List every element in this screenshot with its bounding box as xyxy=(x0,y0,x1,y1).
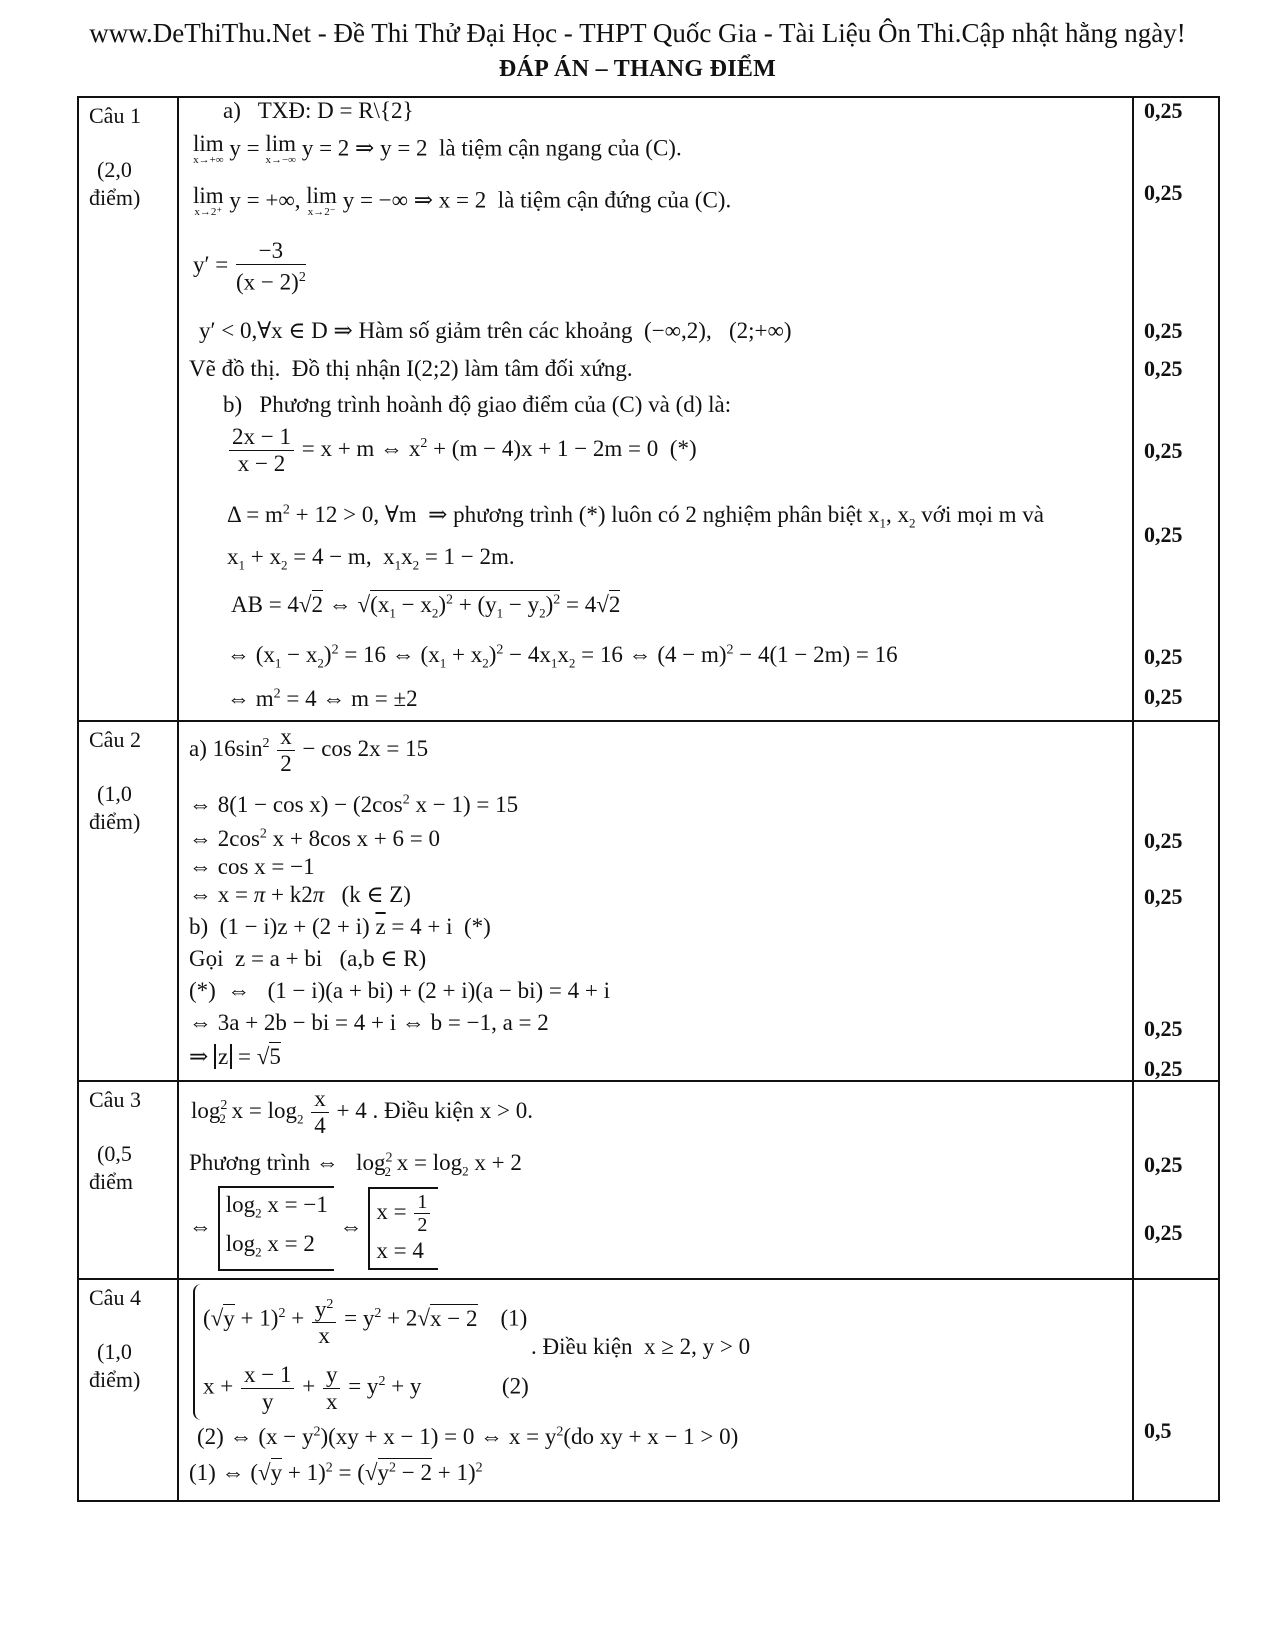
solution-line: ⇔ $8(1 - \cos x) - (2\cos^2$ x − 1) = 15 xyxy=(189,792,519,817)
score-value: 0,25 xyxy=(1144,522,1183,547)
solution-cell xyxy=(178,97,1133,721)
question-points-unit: điểm) xyxy=(89,1367,141,1392)
question-points-unit: điểm) xyxy=(89,185,141,210)
score-value: 0,25 xyxy=(1144,1220,1183,1245)
solution-line: ⇔ $(x_1 - x_2)^2 = 16$ ⇔ $(x_1 + x_2)^2 - 4x_1x_2 = 16$ ⇔ $(4 - m)^2 - 4(1 - 2m) = 16$ xyxy=(227,642,898,671)
solution-line: b) (1 − i)z + (2 + i) $\overline{z} = 4 + i$ (*) xyxy=(189,914,491,939)
solution-line: ⇔ x = π + k2π (k ∈ Z) xyxy=(189,882,411,907)
solution-line: $(√y + 1)^2$ + $\frac{y^2}{x}$ = $y^2 + 2√x - 2$ (1) x + $\frac{x - 1}{y}$ + $\frac{y}{x}$ = $y^2 + y$ (2) xyxy=(193,1284,529,1420)
table-row xyxy=(78,1081,1219,1279)
solution-cell xyxy=(178,1081,1133,1279)
score-value: 0,25 xyxy=(1144,1152,1183,1177)
solution-line: b) Phương trình hoành độ giao điểm của (C) và (d) là: xyxy=(223,392,732,417)
solution-line: (1) ⇔ $(√y + 1)^2 = (√y^2 - 2 + 1)^2$ xyxy=(189,1460,483,1485)
table-row xyxy=(78,97,1219,721)
question-points: (1,0 xyxy=(97,781,132,806)
score-value: 0,25 xyxy=(1144,644,1183,669)
score-value: 0,25 xyxy=(1144,684,1183,709)
solution-line: y′ < 0,∀x ∈ D ⇒ Hàm số giảm trên các khoảng (−∞,2), (2;+∞) xyxy=(199,318,792,343)
solution-cell xyxy=(178,1279,1133,1501)
score-value: 0,25 xyxy=(1144,828,1183,853)
solution-line: y′ = $\frac{-3}{(x - 2)^2}$ xyxy=(193,238,306,295)
solution-line: a) $16\sin^2$ $\frac{x}{2}$ − cos 2x = 15 xyxy=(189,724,429,776)
solution-line: AB = 4√2 ⇔ $√(x_1 - x_2)^2 + (y_1 - y_2)^2 = 4√2$ xyxy=(231,592,621,621)
question-number: Câu 1 xyxy=(89,103,141,128)
solution-cell xyxy=(178,721,1133,1081)
question-points: (2,0 xyxy=(97,157,132,182)
score-value: 0,25 xyxy=(1144,98,1183,123)
table-row xyxy=(78,1279,1219,1501)
score-value: 0,25 xyxy=(1144,180,1183,205)
solution-line: $\frac{2x - 1}{x - 2}$ = x + m ⇔ $x^2 + (m - 4)x + 1 - 2m = 0$ (*) xyxy=(227,424,697,477)
solution-line: Gọi z = a + bi (a,b ∈ R) xyxy=(189,946,427,971)
solution-line: ⇔ cos x = −1 xyxy=(189,854,315,879)
solution-line: ⇔ $m^2 = 4$ ⇔ m = ±2 xyxy=(227,686,418,711)
question-number: Câu 2 xyxy=(89,727,141,752)
question-points: (1,0 xyxy=(97,1339,132,1364)
score-value: 0,25 xyxy=(1144,438,1183,463)
question-label xyxy=(78,97,178,721)
question-number: Câu 4 xyxy=(89,1285,141,1310)
solution-line: Vẽ đồ thị. Đồ thị nhận I(2;2) làm tâm đối xứng. xyxy=(189,356,633,381)
table-row xyxy=(78,721,1219,1081)
solution-line: Phương trình ⇔ $\log^2_2 x = \log_2 x + 2$ xyxy=(189,1150,522,1179)
question-points-unit: điểm xyxy=(89,1169,133,1194)
score-cell xyxy=(1133,97,1219,721)
solution-line: ⇒ z = √5 xyxy=(189,1044,281,1069)
score-value: 0,25 xyxy=(1144,1056,1183,1081)
score-cell xyxy=(1133,1279,1219,1501)
solution-line: ⇔ $2\cos^2$ x + 8cos x + 6 = 0 xyxy=(189,826,440,851)
solution-line: $x_1 + x_2 = 4 - m$, $x_1x_2 = 1 - 2m$. xyxy=(227,544,515,573)
score-value: 0,25 xyxy=(1144,356,1183,381)
solution-line: . Điều kiện x ≥ 2, y > 0 xyxy=(531,1334,751,1359)
question-number: Câu 3 xyxy=(89,1087,141,1112)
solution-line: (*) ⇔ (1 − i)(a + bi) + (2 + i)(a − bi) = 4 + i xyxy=(189,978,611,1003)
solution-line: a) TXĐ: D = R\{2} xyxy=(223,98,414,123)
answer-table xyxy=(77,96,1220,1502)
solution-line: (2) ⇔ $(x - y^2)(xy + x - 1) = 0$ ⇔ $x = y^2(do$ xy + x − 1 > 0) xyxy=(197,1424,739,1449)
solution-line: ⇔ 3a + 2b − bi = 4 + i ⇔ b = −1, a = 2 xyxy=(189,1010,549,1035)
solution-line: ⇔ $\log_2 x = -1$ $\log_2 x = 2$ ⇔ x = $\frac{1}{2}$ x = 4 xyxy=(189,1186,438,1271)
score-value: 0,25 xyxy=(1144,884,1183,909)
score-value: 0,5 xyxy=(1144,1418,1172,1443)
solution-line: lim x→2⁺ y = +∞, lim x→2⁻ y = −∞ ⇒ x = 2 là tiệm cận đứng của (C). xyxy=(193,183,732,218)
question-points-unit: điểm) xyxy=(89,809,141,834)
question-label xyxy=(78,721,178,1081)
solution-line: $\log^2_2 x = \log_2$ $\frac{x}{4}$ + 4 . Điều kiện x > 0. xyxy=(191,1086,534,1138)
question-label xyxy=(78,1279,178,1501)
question-label xyxy=(78,1081,178,1279)
score-value: 0,25 xyxy=(1144,318,1183,343)
question-points: (0,5 xyxy=(97,1141,132,1166)
score-cell xyxy=(1133,721,1219,1081)
solution-line: $\Delta = m^2 + 12 > 0$, ∀m ⇒ phương trình (*) luôn có 2 nghiệm phân biệt $x_1$, $x_2$ với mọi m và xyxy=(227,502,1044,531)
score-value: 0,25 xyxy=(1144,1016,1183,1041)
document-title: ĐÁP ÁN – THANG ĐIỂM xyxy=(498,56,777,82)
solution-line: lim x→+∞ y = lim x→−∞ y = 2 ⇒ y = 2 là tiệm cận ngang của (C). xyxy=(193,131,682,166)
score-cell xyxy=(1133,1081,1219,1279)
site-header: www.DeThiThu.Net - Đề Thi Thử Đại Học - THPT Quốc Gia - Tài Liệu Ôn Thi.Cập nhật hằng ngày! xyxy=(89,18,1186,48)
